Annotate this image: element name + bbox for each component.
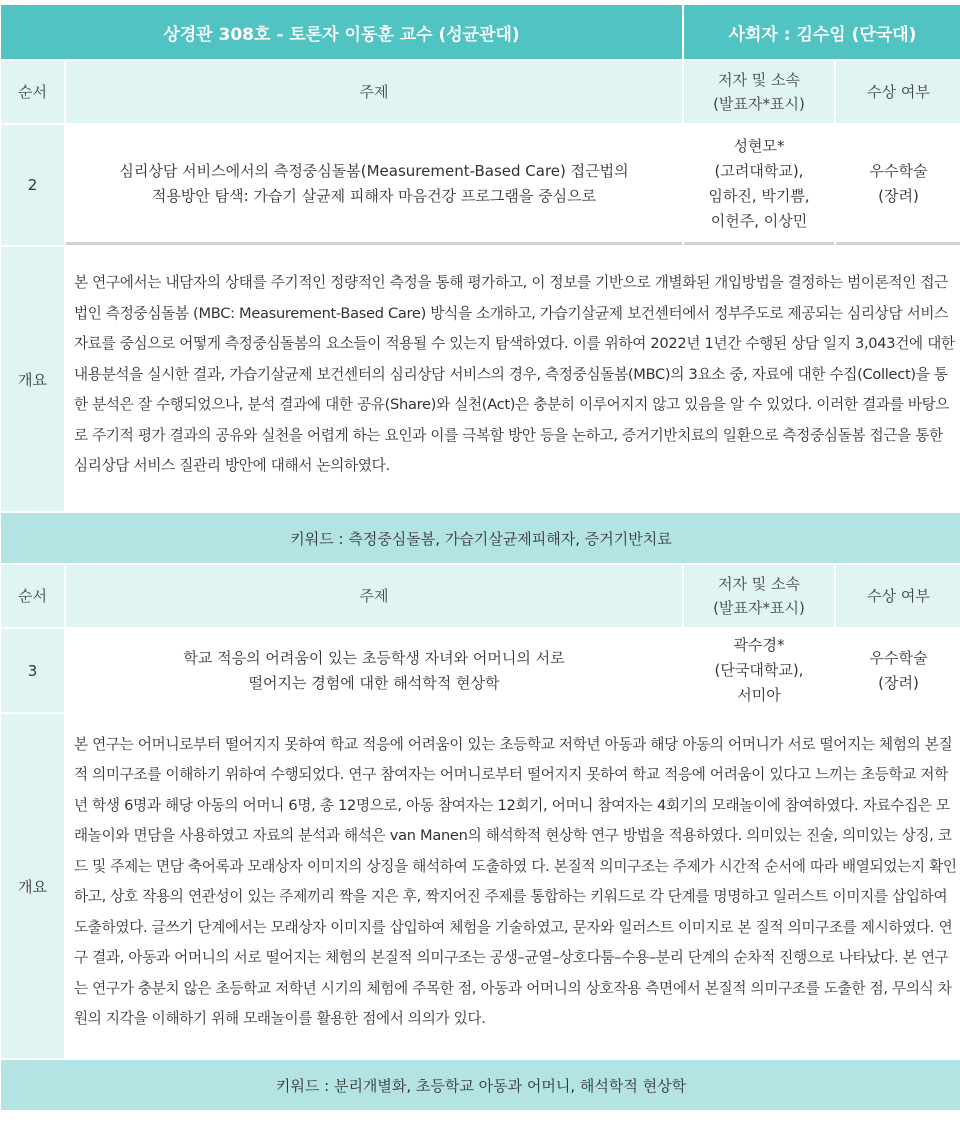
- keyword-row: [1, 1060, 960, 1110]
- session-header: [1, 5, 960, 59]
- paper-order: 2: [1, 125, 64, 245]
- keywords: 키워드 : 분리개별화, 초등학교 아동과 어머니, 해석학적 현상학: [1, 1060, 960, 1110]
- paper-order: 3: [1, 629, 64, 712]
- col-order: 순서: [18, 587, 47, 605]
- column-headers: [1, 61, 960, 123]
- moderator: 사회자 : 김수임 (단국대): [684, 5, 960, 59]
- col-author: 저자 및 소속 (발표자*표시): [713, 575, 805, 617]
- paper-award: 우수학술 (장려): [836, 125, 960, 245]
- abstract-row: [1, 714, 960, 1058]
- session-title: 상경관 308호 - 토론자 이동훈 교수 (성균관대): [1, 5, 682, 59]
- paper-topic: 심리상담 서비스에서의 측정중심돌봄(Measurement-Based Care) 접근법의 적용방안 탐색: 가습기 살균제 피해자 마음건강 프로그램을 중심으로: [66, 125, 682, 245]
- paper-row: [1, 629, 960, 712]
- abstract-text: 본 연구에서는 내담자의 상태를 주기적인 정량적인 측정을 통해 평가하고, 이 정보를 기반으로 개별화된 개입방법을 결정하는 범이론적인 접근법인 측정중심돌봄 (MBC: Measurement-Based Care) 방식을 소개하고, 가습기살균제 보건센터에서 정부주도로 제공되는 심리상담 서비스 자료를 중심으로 어떻게 측정중심돌봄의 요소들이 적용될 수 있는지 탐색하였다. 이를 위하여 2022년 1년간 수행된 상담 일지 3,043건에 대한 내용분석을 실시한 결과, 가습기살균제 보건센터의 심리상담 서비스의 경우, 측정중심돌봄(MBC)의 3요소 중, 자료에 대한 수집(Collect)을 통한 분석은 잘 수행되었으나, 분석 결과에 대한 공유(Share)와 실천(Act)은 충분히 이루어지지 않고 있음을 알 수 있었다. 이러한 결과를 바탕으로 주기적 평가 결과의 공유와 실천을 어렵게 하는 요인과 이를 극복할 방안 등을 논하고, 증거기반치료의 일환으로 측정중심돌봄 접근을 통한 심리상담 서비스 질관리 방안에 대해서 논의하였다.: [66, 247, 960, 511]
- paper-authors: 곽수경* (단국대학교), 서미아: [684, 629, 834, 712]
- abstract-text: 본 연구는 어머니로부터 떨어지지 못하여 학교 적응에 어려움이 있는 초등학교 저학년 아동과 해당 아동의 어머니가 서로 떨어지는 체험의 본질적 의미구조를 이해하기 위하여 수행되었다. 연구 참여자는 어머니로부터 떨어지지 못하여 학교 적응에 어려움이 있다고 느끼는 초등학교 저학년 학생 6명과 해당 아동의 어머니 6명, 총 12명으로, 아동 참여자는 12회기, 어머니 참여자는 4회기의 모래놀이에 참여하였다. 자료수집은 모래놀이와 면담을 사용하였고 자료의 분석과 해석은 van Manen의 해석학적 현상학 연구 방법을 적용하였다. 의미있는 진술, 의미있는 상징, 코드 및 주제는 면담 축어록과 모래상자 이미지의 상징을 해석하여 도출하였 다. 본질적 의미구조는 주제가 시간적 순서에 따라 배열되었는지 확인하고, 상호 작용의 연관성이 있는 주제끼리 짝을 지은 후, 짝지어진 주제를 통합하는 키워드로 각 단계를 명명하고 일러스트 이미지를 삽입하여 도출하였다. 글쓰기 단계에서는 모래상자 이미지를 삽입하여 체험을 기술하였고, 문자와 일러스트 이미지로 본 질적 의미구조를 제시하였다. 연구 결과, 아동과 어머니의 서로 떨어지는 체험의 본질적 의미구조는 공생–균열–상호다툼–수용–분리 단계의 순차적 진행으로 나타났다. 본 연구는 연구가 충분치 않은 초등학교 저학년 시기의 체험에 주목한 점, 아동과 어머니의 상호작용 측면에서 본질적 의미구조를 도출한 점, 무의식 차원의 지각을 이해하기 위해 모래놀이를 활용한 점에서 의의가 있다.: [66, 714, 960, 1058]
- column-headers: [1, 565, 960, 627]
- col-order: 순서: [18, 83, 47, 101]
- keywords: 키워드 : 측정중심돌봄, 가습기살균제피해자, 증거기반치료: [1, 513, 960, 563]
- paper-row: [1, 125, 960, 245]
- paper-topic: 학교 적응의 어려움이 있는 초등학생 자녀와 어머니의 서로 떨어지는 경험에 대한 해석학적 현상학: [66, 629, 682, 712]
- abstract-label: 개요: [1, 247, 64, 511]
- col-award: 수상 여부: [867, 587, 930, 605]
- session-table: [0, 3, 960, 1112]
- keyword-row: [1, 513, 960, 563]
- abstract-label: 개요: [1, 714, 64, 1058]
- paper-award: 우수학술 (장려): [836, 629, 960, 712]
- abstract-row: [1, 247, 960, 511]
- col-author: 저자 및 소속 (발표자*표시): [713, 71, 805, 113]
- paper-authors: 성현모* (고려대학교), 임하진, 박기쁨, 이헌주, 이상민: [684, 125, 834, 245]
- col-topic: 주제: [359, 587, 389, 605]
- col-topic: 주제: [359, 83, 389, 101]
- col-award: 수상 여부: [867, 83, 930, 101]
